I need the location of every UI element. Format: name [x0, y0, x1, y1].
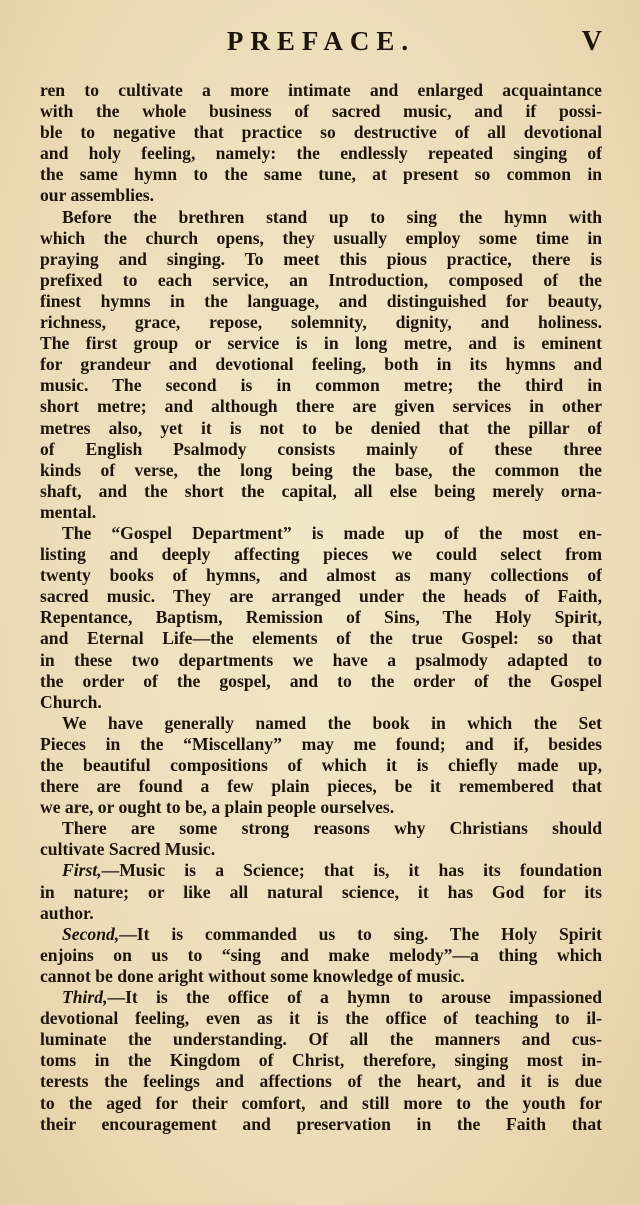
enumeration-lead: Second,	[62, 923, 120, 944]
line-text: shaft, and the short the capital, all else being merely orna-	[40, 480, 602, 501]
line-text: prefixed to each service, an Introduction, composed of the	[40, 269, 602, 290]
text-line	[40, 692, 602, 713]
line-text: cannot be done aright without some knowledge of music.	[40, 965, 465, 986]
line-text: praying and singing. To meet this pious practice, there is	[40, 248, 602, 269]
text-line	[40, 164, 602, 185]
line-text: ble to negative that practice so destructive of all devotional	[40, 122, 602, 143]
line-text: The “Gospel Department” is made up of the most en-	[62, 522, 602, 543]
text-line	[40, 228, 602, 249]
text-line	[40, 1071, 602, 1092]
line-text: author.	[40, 902, 94, 923]
line-text: luminate the understanding. Of all the manners and cus-	[40, 1029, 602, 1050]
line-text: enjoins on us to “sing and make melody”—a thing which	[40, 944, 602, 965]
line-text: music. The second is in common metre; the third in	[40, 375, 602, 396]
text-line	[40, 502, 602, 523]
line-text: There are some strong reasons why Christians should	[62, 818, 602, 839]
line-text: short metre; and although there are given services in other	[40, 396, 602, 417]
page-header	[40, 26, 602, 62]
text-line	[40, 418, 602, 439]
line-text: —Music is a Science; that is, it has its foundation	[101, 860, 602, 881]
text-line	[40, 1008, 602, 1029]
text-line	[40, 481, 602, 502]
enumeration-lead: Third,	[62, 987, 108, 1008]
text-line	[40, 713, 602, 734]
text-line	[40, 122, 602, 143]
text-line	[40, 860, 602, 881]
text-line	[40, 80, 602, 101]
text-line	[40, 333, 602, 354]
line-text: metres also, yet it is not to be denied that the pillar of	[40, 417, 602, 438]
line-text: Repentance, Baptism, Remission of Sins, The Holy Spirit,	[40, 607, 602, 628]
line-text: and Eternal Life—the elements of the true Gospel: so that	[40, 628, 602, 649]
text-line	[40, 439, 602, 460]
line-text: The first group or service is in long metre, and is eminent	[40, 333, 602, 354]
text-line	[40, 1114, 602, 1135]
line-text: their encouragement and preservation in the Faith that	[40, 1113, 602, 1134]
text-line	[40, 207, 602, 228]
text-line	[40, 776, 602, 797]
text-line	[40, 924, 602, 945]
line-text: in these two departments we have a psalmody adapted to	[40, 649, 602, 670]
text-line	[40, 1050, 602, 1071]
line-text: —It is commanded us to sing. The Holy Spirit	[119, 923, 602, 944]
text-line	[40, 650, 602, 671]
text-line	[40, 185, 602, 206]
line-text: with the whole business of sacred music, and if possi-	[40, 101, 602, 122]
text-line	[40, 818, 602, 839]
text-line	[40, 945, 602, 966]
text-line	[40, 291, 602, 312]
text-line	[40, 1029, 602, 1050]
text-line	[40, 312, 602, 333]
line-text: in nature; or like all natural science, it has God for its	[40, 881, 602, 902]
line-text: there are found a few plain pieces, be it remembered that	[40, 776, 602, 797]
preface-body-text	[40, 80, 602, 1135]
text-line	[40, 565, 602, 586]
text-line	[40, 987, 602, 1008]
text-line	[40, 755, 602, 776]
text-line	[40, 734, 602, 755]
page-number: V	[581, 26, 602, 57]
text-line	[40, 375, 602, 396]
text-line	[40, 101, 602, 122]
line-text: of English Psalmody consists mainly of these three	[40, 438, 602, 459]
text-line	[40, 586, 602, 607]
line-text: toms in the Kingdom of Christ, therefore, singing most in-	[40, 1050, 602, 1071]
text-line	[40, 882, 602, 903]
text-line	[40, 249, 602, 270]
line-text: mental.	[40, 501, 97, 522]
line-text: Church.	[40, 691, 102, 712]
line-text: devotional feeling, even as it is the office of teaching to il-	[40, 1008, 602, 1029]
line-text: twenty books of hymns, and almost as many collections of	[40, 565, 602, 586]
text-line	[40, 797, 602, 818]
text-line	[40, 903, 602, 924]
line-text: kinds of verse, the long being the base, the common the	[40, 459, 602, 480]
text-line	[40, 143, 602, 164]
text-line	[40, 396, 602, 417]
text-line	[40, 460, 602, 481]
text-line	[40, 839, 602, 860]
line-text: the beautiful compositions of which it is chiefly made up,	[40, 755, 602, 775]
line-text: cultivate Sacred Music.	[40, 839, 216, 860]
line-text: to the aged for their comfort, and still more to the youth for	[40, 1092, 602, 1113]
text-line	[40, 607, 602, 628]
text-line	[40, 628, 602, 649]
line-text: the order of the gospel, and to the order of the Gospel	[40, 670, 602, 691]
line-text: We have generally named the book in which the Set	[62, 712, 602, 733]
line-text: listing and deeply affecting pieces we could select from	[40, 544, 602, 565]
text-line	[40, 671, 602, 692]
line-text: finest hymns in the language, and distinguished for beauty,	[40, 290, 602, 311]
text-line	[40, 1093, 602, 1114]
text-line	[40, 523, 602, 544]
line-text: for grandeur and devotional feeling, both in its hymns and	[40, 354, 602, 375]
line-text: Before the brethren stand up to sing the hymn with	[62, 206, 602, 227]
text-line	[40, 544, 602, 565]
line-text: our assemblies.	[40, 185, 155, 206]
enumeration-lead: First,	[62, 860, 102, 881]
line-text: which the church opens, they usually employ some time in	[40, 227, 602, 248]
line-text: the same hymn to the same tune, at present so common in	[40, 164, 602, 185]
text-line	[40, 270, 602, 291]
line-text: ren to cultivate a more intimate and enlarged acquaintance	[40, 80, 602, 100]
line-text: —It is the office of a hymn to arouse impassioned	[107, 987, 602, 1008]
line-text: richness, grace, repose, solemnity, dignity, and holiness.	[40, 312, 602, 333]
line-text: Pieces in the “Miscellany” may me found; and if, besides	[40, 733, 602, 754]
line-text: sacred music. They are arranged under the heads of Faith,	[40, 586, 602, 607]
line-text: and holy feeling, namely: the endlessly repeated singing of	[40, 143, 602, 164]
running-title: PREFACE.	[226, 26, 416, 56]
text-line	[40, 354, 602, 375]
line-text: terests the feelings and affections of the heart, and it is due	[40, 1071, 602, 1092]
line-text: we are, or ought to be, a plain people ourselves.	[40, 797, 395, 818]
text-line	[40, 966, 602, 987]
